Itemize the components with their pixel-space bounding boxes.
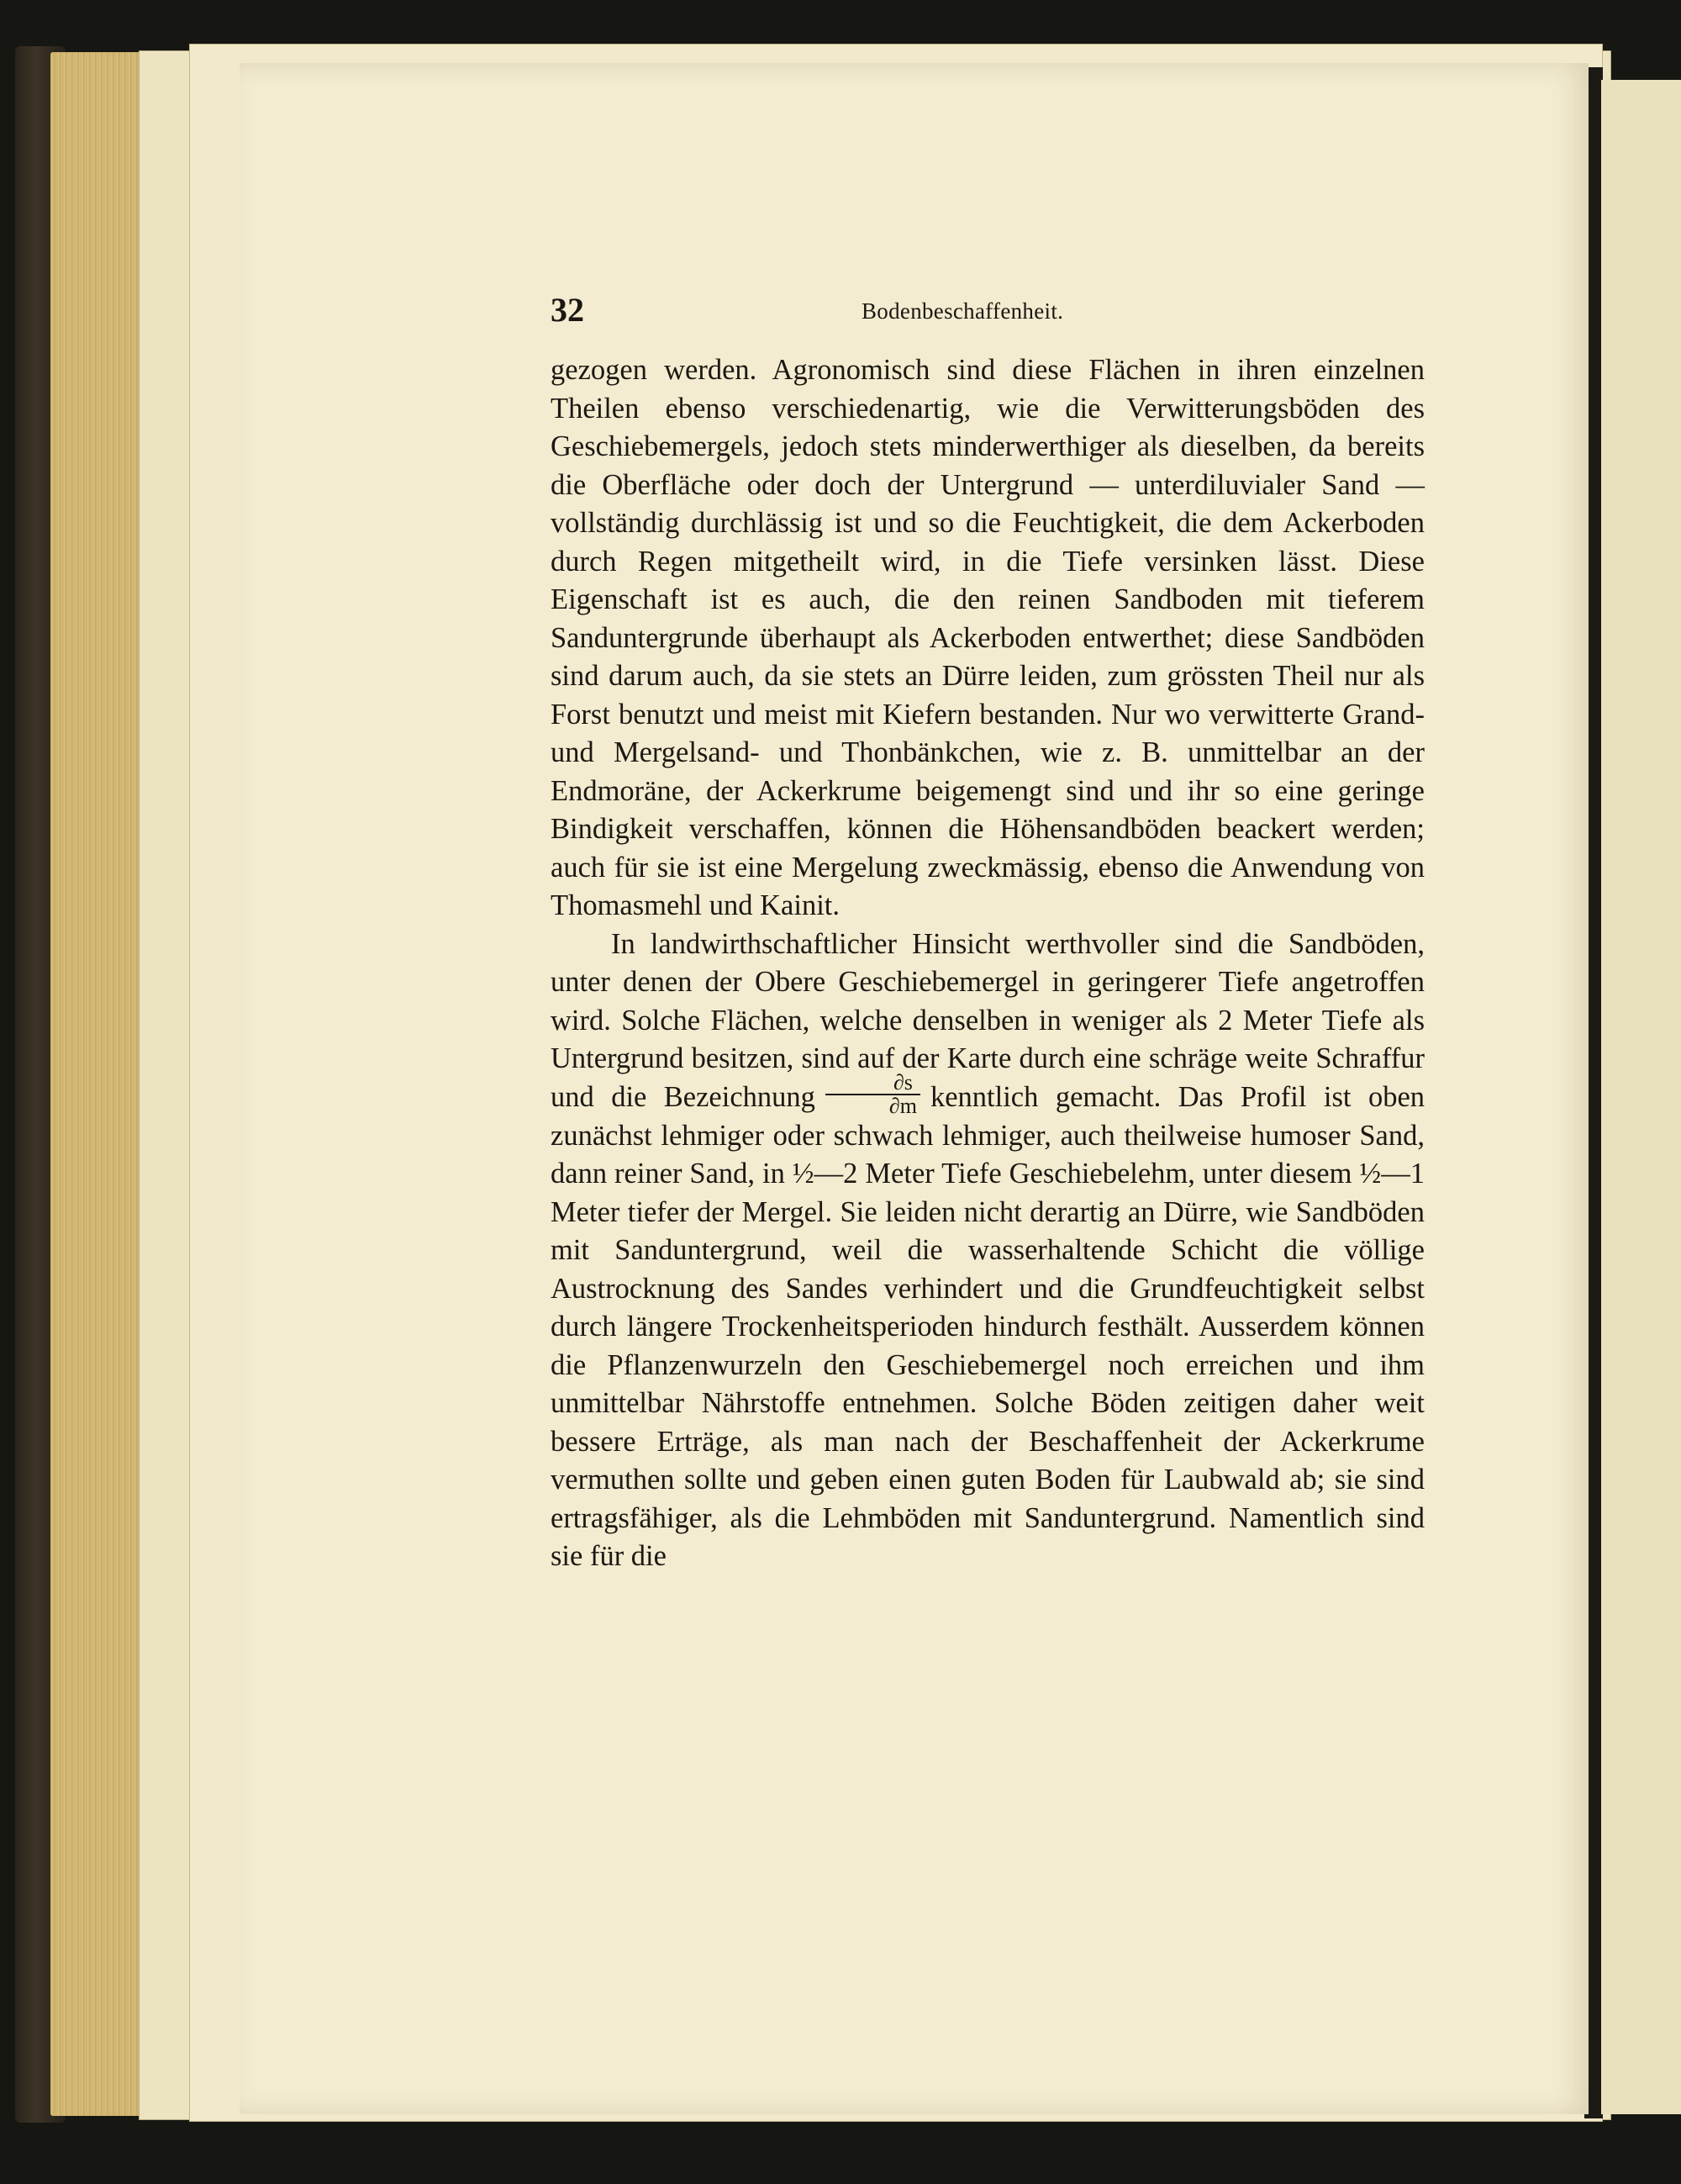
page-number: 32 <box>551 291 584 329</box>
body-text <box>551 351 1425 1576</box>
fraction-numerator: ∂s <box>825 1072 920 1095</box>
next-page-sliver <box>1601 80 1681 2114</box>
page-header <box>551 290 1139 332</box>
paragraph-2-start: In landwirthschaftlicher Hinsicht werthvoller sind die Sandböden, unter denen der Obere Geschiebemergel in geringerer Tiefe angetroffen wird. Solche Flächen, welche denselben in weniger als 2 Meter Tiefe als Untergrund besitzen, sind auf der Karte durch eine schräge weite Schraffur und die Bezeichnung <box>551 927 1425 1113</box>
fraction-denominator: ∂m <box>888 1093 917 1118</box>
paragraph-2 <box>551 926 1425 1576</box>
symbol-fraction <box>825 1069 920 1118</box>
paragraph-1: gezogen werden. Agronomisch sind diese Flächen in ihren einzelnen Theilen ebenso verschiedenartig, wie die Verwitterungsböden des Geschiebemergels, jedoch stets minderwerthiger als dieselben, da bereits die Oberfläche oder doch der Untergrund — unterdiluvialer Sand — vollständig durchlässig ist und so die Feuchtigkeit, die dem Ackerboden durch Regen mitgetheilt wird, in die Tiefe versinken lässt. Diese Eigenschaft ist es auch, die den reinen Sandboden mit tieferem Sanduntergrunde überhaupt als Ackerboden entwerthet; diese Sandböden sind darum auch, da sie stets an Dürre leiden, zum grössten Theil nur als Forst benutzt und meist mit Kiefern bestanden. Nur wo verwitterte Grand- und Mergelsand- und Thonbänkchen, wie z. B. unmittelbar an der Endmoräne, der Ackerkrume beigemengt sind und ihr so eine geringe Bindigkeit verschaffen, können die Höhensandböden beackert werden; auch für sie ist eine Mergelung zweckmässig, ebenso die Anwendung von Thomasmehl und Kainit. <box>551 354 1425 921</box>
running-head: Bodenbeschaffenheit. <box>862 298 1064 324</box>
paragraph-2-end: kenntlich gemacht. Das Profil ist oben zunächst lehmiger oder schwach lehmiger, auch theilweise humoser Sand, dann reiner Sand, in ½—2 Meter Tiefe Geschiebelehm, unter diesem ½—1 Meter tiefer der Mergel. Sie leiden nicht derartig an Dürre, wie Sandböden mit Sanduntergrund, weil die wasserhaltende Schicht die völlige Austrocknung des Sandes verhindert und die Grundfeuchtigkeit selbst durch längere Trockenheitsperioden hindurch festhält. Ausserdem können die Pflanzenwurzeln den Geschiebemergel noch erreichen und ihm unmittelbar Nährstoffe entnehmen. Solche Böden zeitigen daher weit bessere Erträge, als man nach der Beschaffenheit der Ackerkrume vermuthen sollte und geben einen guten Boden für Laubwald ab; sie sind ertragsfähiger, als die Lehmböden mit Sanduntergrund. Namentlich sind sie für die <box>551 1080 1425 1573</box>
